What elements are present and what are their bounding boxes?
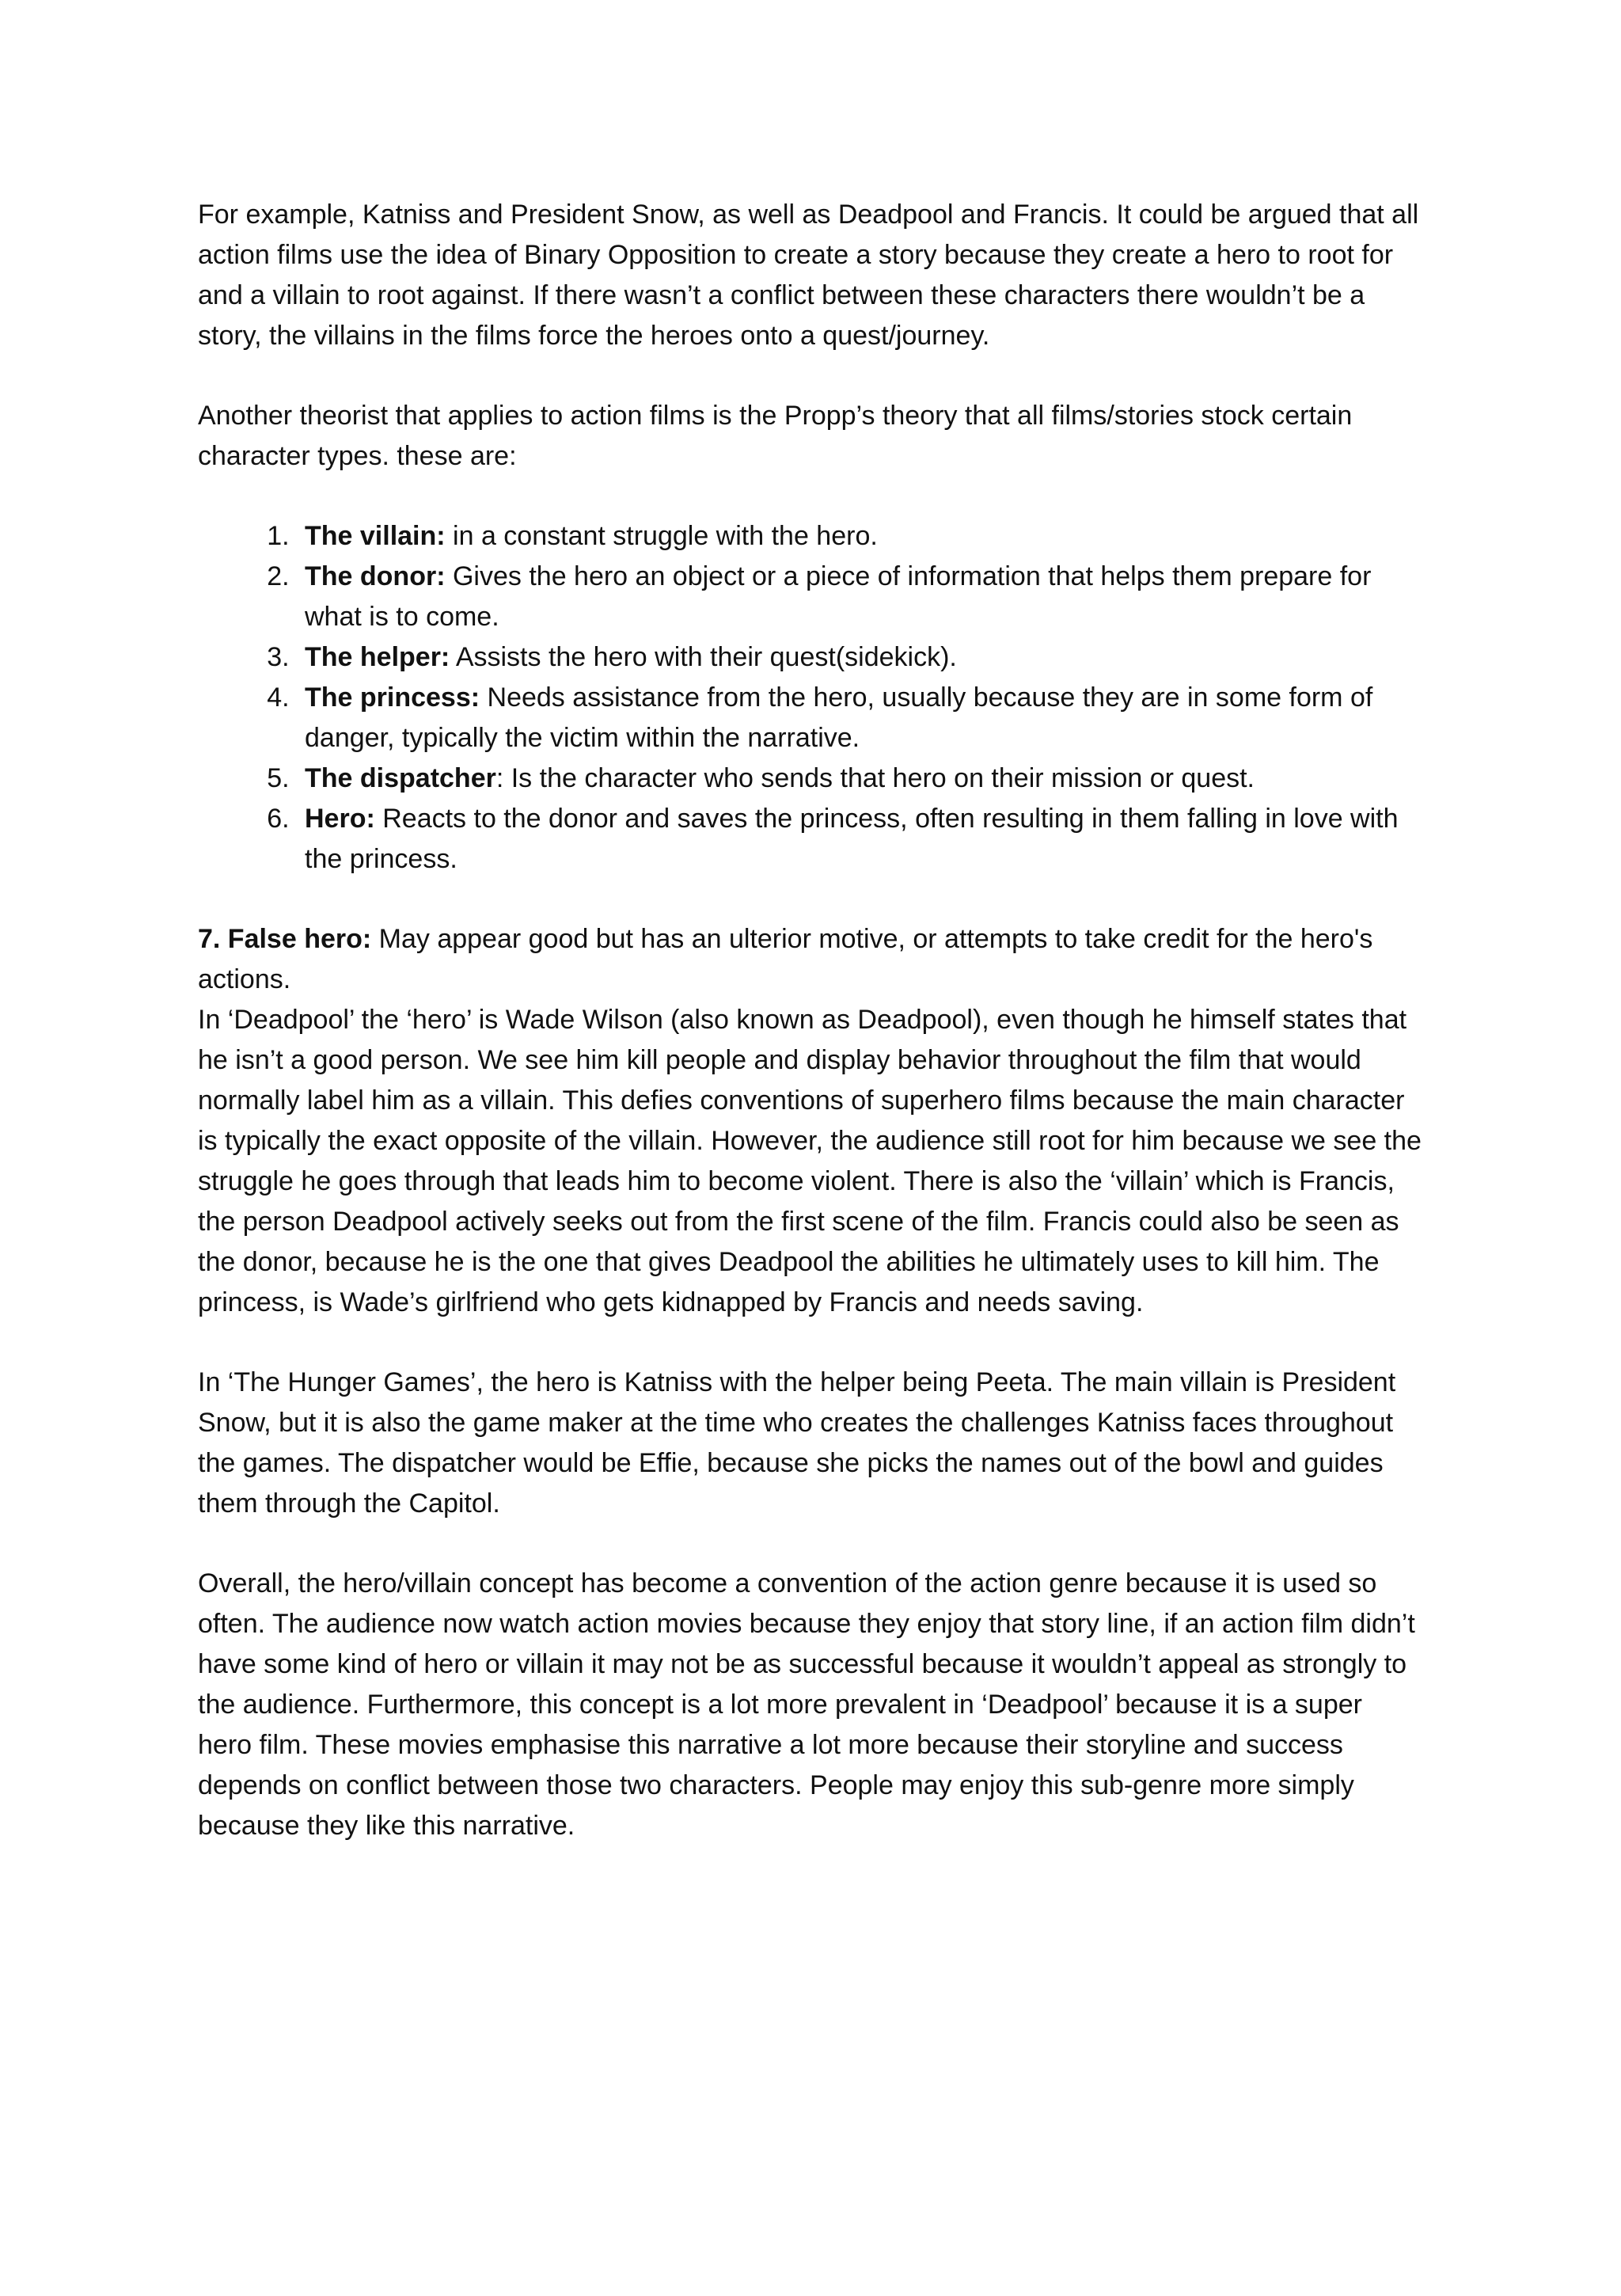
list-item <box>297 516 1423 557</box>
paragraph-propp-intro: Another theorist that applies to action films is the Propp’s theory that all films/stories stock certain character types. these are: <box>198 401 1353 471</box>
spacer <box>198 477 1423 516</box>
paragraph-binary-opposition: For example, Katniss and President Snow, as well as Deadpool and Francis. It could be argued that all action films use the idea of Binary Opposition to create a story because they create a hero to root for and a villain to root against. If there wasn’t a conflict between these characters there wouldn’t be a story, the villains in the films force the heroes onto a quest/journey. <box>198 200 1419 351</box>
false-hero-text: May appear good but has an ulterior motive, or attempts to take credit for the hero's actions. <box>198 924 1373 994</box>
list-item-term: The villain: <box>305 521 446 551</box>
list-item-text: Assists the hero with their quest(sidekick). <box>450 642 957 672</box>
list-item-text: Needs assistance from the hero, usually because they are in some form of danger, typically the victim within the narrative. <box>305 682 1373 753</box>
list-item-text: in a constant struggle with the hero. <box>445 521 878 551</box>
list-item-term: The helper: <box>305 642 450 672</box>
list-item <box>297 637 1423 678</box>
paragraph-deadpool: In ‘Deadpool’ the ‘hero’ is Wade Wilson (also known as Deadpool), even though he himself states that he isn’t a good person. We see him kill people and display behavior throughout the film that would normally label him as a villain. This defies conventions of superhero films because the main character is typically the exact opposite of the villain. However, the audience still root for him because we see the struggle he goes through that leads him to become violent. There is also the ‘villain’ which is Francis, the person Deadpool actively seeks out from the first scene of the film. Francis could also be seen as the donor, because he is the one that gives Deadpool the abilities he ultimately uses to kill him. The princess, is Wade’s girlfriend who gets kidnapped by Francis and needs saving. <box>198 1005 1422 1317</box>
paragraph-overall: Overall, the hero/villain concept has become a convention of the action genre because it is used so often. The audience now watch action movies because they enjoy that story line, if an action film didn’t have some kind of hero or villain it may not be as successful because it wouldn’t appeal as strongly to the audience. Furthermore, this concept is a lot more prevalent in ‘Deadpool’ because it is a super hero film. These movies emphasise this narrative a lot more because their storyline and success depends on conflict between those two characters. People may enjoy this sub-genre more simply because they like this narrative. <box>198 1568 1415 1841</box>
list-item <box>297 678 1423 758</box>
paragraph-hunger-games: In ‘The Hunger Games’, the hero is Katniss with the helper being Peeta. The main villain is President Snow, but it is also the game maker at the time who creates the challenges Katniss faces throughout the games. The dispatcher would be Effie, because she picks the names out of the bowl and guides them through the Capitol. <box>198 1367 1396 1519</box>
character-types-list <box>198 516 1423 880</box>
list-item-term: The donor: <box>305 561 446 591</box>
list-item-text: : Is the character who sends that hero on their mission or quest. <box>495 763 1255 793</box>
false-hero-term: 7. False hero: <box>198 924 372 954</box>
list-item-text: Reacts to the donor and saves the princess, often resulting in them falling in love with the princess. <box>305 804 1399 874</box>
list-item-term: The princess: <box>305 682 480 713</box>
paragraph-false-hero <box>198 919 1423 1000</box>
list-item <box>297 799 1423 880</box>
list-item-term: Hero: <box>305 804 375 834</box>
list-item-text: Gives the hero an object or a piece of information that helps them prepare for what is to come. <box>305 561 1372 632</box>
list-item-term: The dispatcher <box>305 763 496 793</box>
list-item <box>297 557 1423 637</box>
list-item <box>297 758 1423 799</box>
